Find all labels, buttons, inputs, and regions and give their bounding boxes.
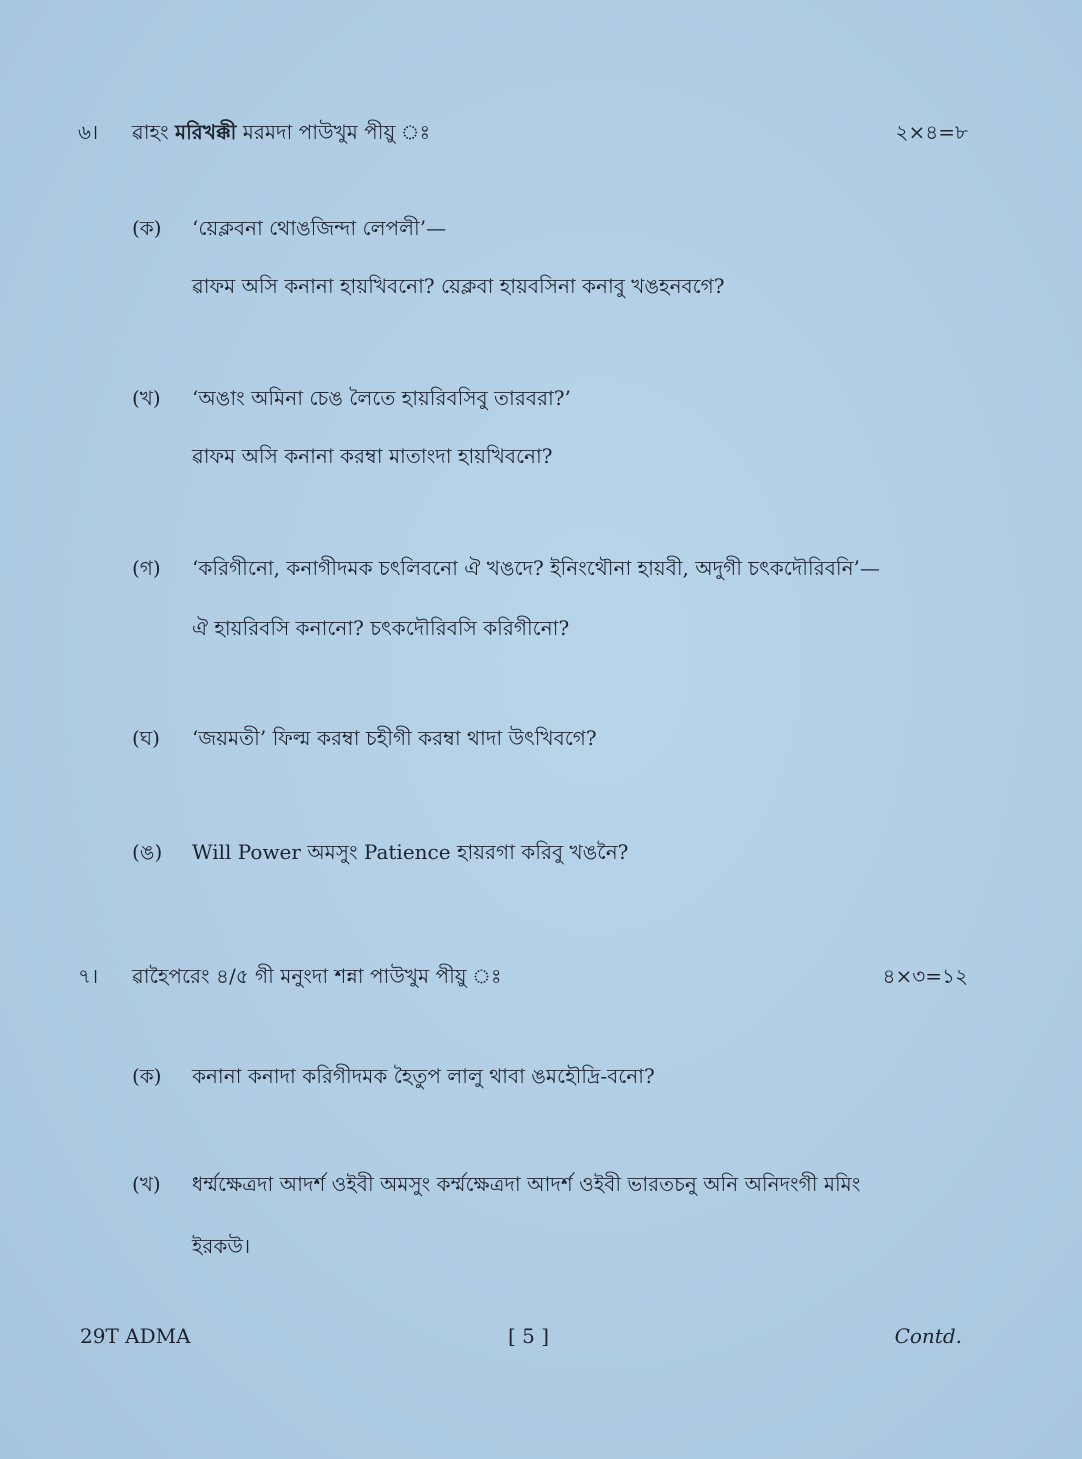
item-label: (খ) xyxy=(132,1172,161,1196)
question-6-text-bold: মরিখক্কী xyxy=(174,120,237,144)
page-number: [ 5 ] xyxy=(508,1324,550,1348)
item-label: (খ) xyxy=(132,386,161,410)
item-line: ‘জয়মতী’ ফিল্ম করম্বা চহীগী করম্বা থাদা উৎখিবগে? xyxy=(192,726,597,750)
question-6-header xyxy=(78,112,978,152)
question-7-marks: ৪×৩=১২ xyxy=(882,964,968,988)
item-label: (ঙ) xyxy=(132,840,163,864)
question-6-text xyxy=(132,112,430,152)
item-line: ধর্ম্মক্ষেত্রদা আদর্শ ওইবী অমসুং কর্ম্মক্ষেত্রদা আদর্শ ওইবী ভারতচনু অনি অনিদংগী মমিং xyxy=(192,1172,861,1196)
item-line: ‘করিগীনো, কনাগীদমক চৎলিবনো ঐ খঙদে? ইনিংথৌনা হায়বী, অদুগী চৎকদৌরিবনি’— xyxy=(192,556,880,580)
item-line: ইরকউ। xyxy=(192,1234,251,1258)
item-label: (গ) xyxy=(132,556,161,580)
question-7-text: ৱাহৈপরেং ৪/৫ গী মনুংদা শন্না পাউখুম পীয়ু ঃ xyxy=(132,964,502,988)
question-6-text-post: মরমদা পাউখুম পীয়ু ঃ xyxy=(236,120,431,144)
paper-code: 29T ADMA xyxy=(80,1324,191,1348)
question-6-number: ৬। xyxy=(78,120,99,144)
question-6-text-pre: ৱাহং xyxy=(132,120,175,144)
contd-label: Contd. xyxy=(894,1324,962,1348)
question-7-number: ৭। xyxy=(78,964,99,988)
item-label: (ক) xyxy=(132,216,162,240)
item-label: (ঘ) xyxy=(132,726,160,750)
item-line: ৱাফম অসি কনানা হায়খিবনো? য়েক্লবা হায়বসিনা কনাবু খঙহনবগে? xyxy=(192,274,725,298)
question-7-header xyxy=(78,956,978,996)
item-line: ‘অঙাং অমিনা চেঙ লৈতে হায়রিবসিবু তারবরা?’ xyxy=(192,386,571,410)
item-line: Will Power অমসুং Patience হায়রগা করিবু খঙনৈ? xyxy=(192,840,629,864)
item-label: (ক) xyxy=(132,1064,162,1088)
question-6-marks: ২×৪=৮ xyxy=(895,120,968,144)
item-line: ঐ হায়রিবসি কনানো? চৎকদৌরিবসি করিগীনো? xyxy=(192,616,570,640)
item-line: ‘য়েক্লবনা থোঙজিন্দা লেপলী’— xyxy=(192,216,447,240)
item-line: ৱাফম অসি কনানা করম্বা মাতাংদা হায়খিবনো? xyxy=(192,444,553,468)
item-line: কনানা কনাদা করিগীদমক হৈতুপ লালু থাবা ঙমহৌদ্রি-বনো? xyxy=(192,1064,655,1088)
